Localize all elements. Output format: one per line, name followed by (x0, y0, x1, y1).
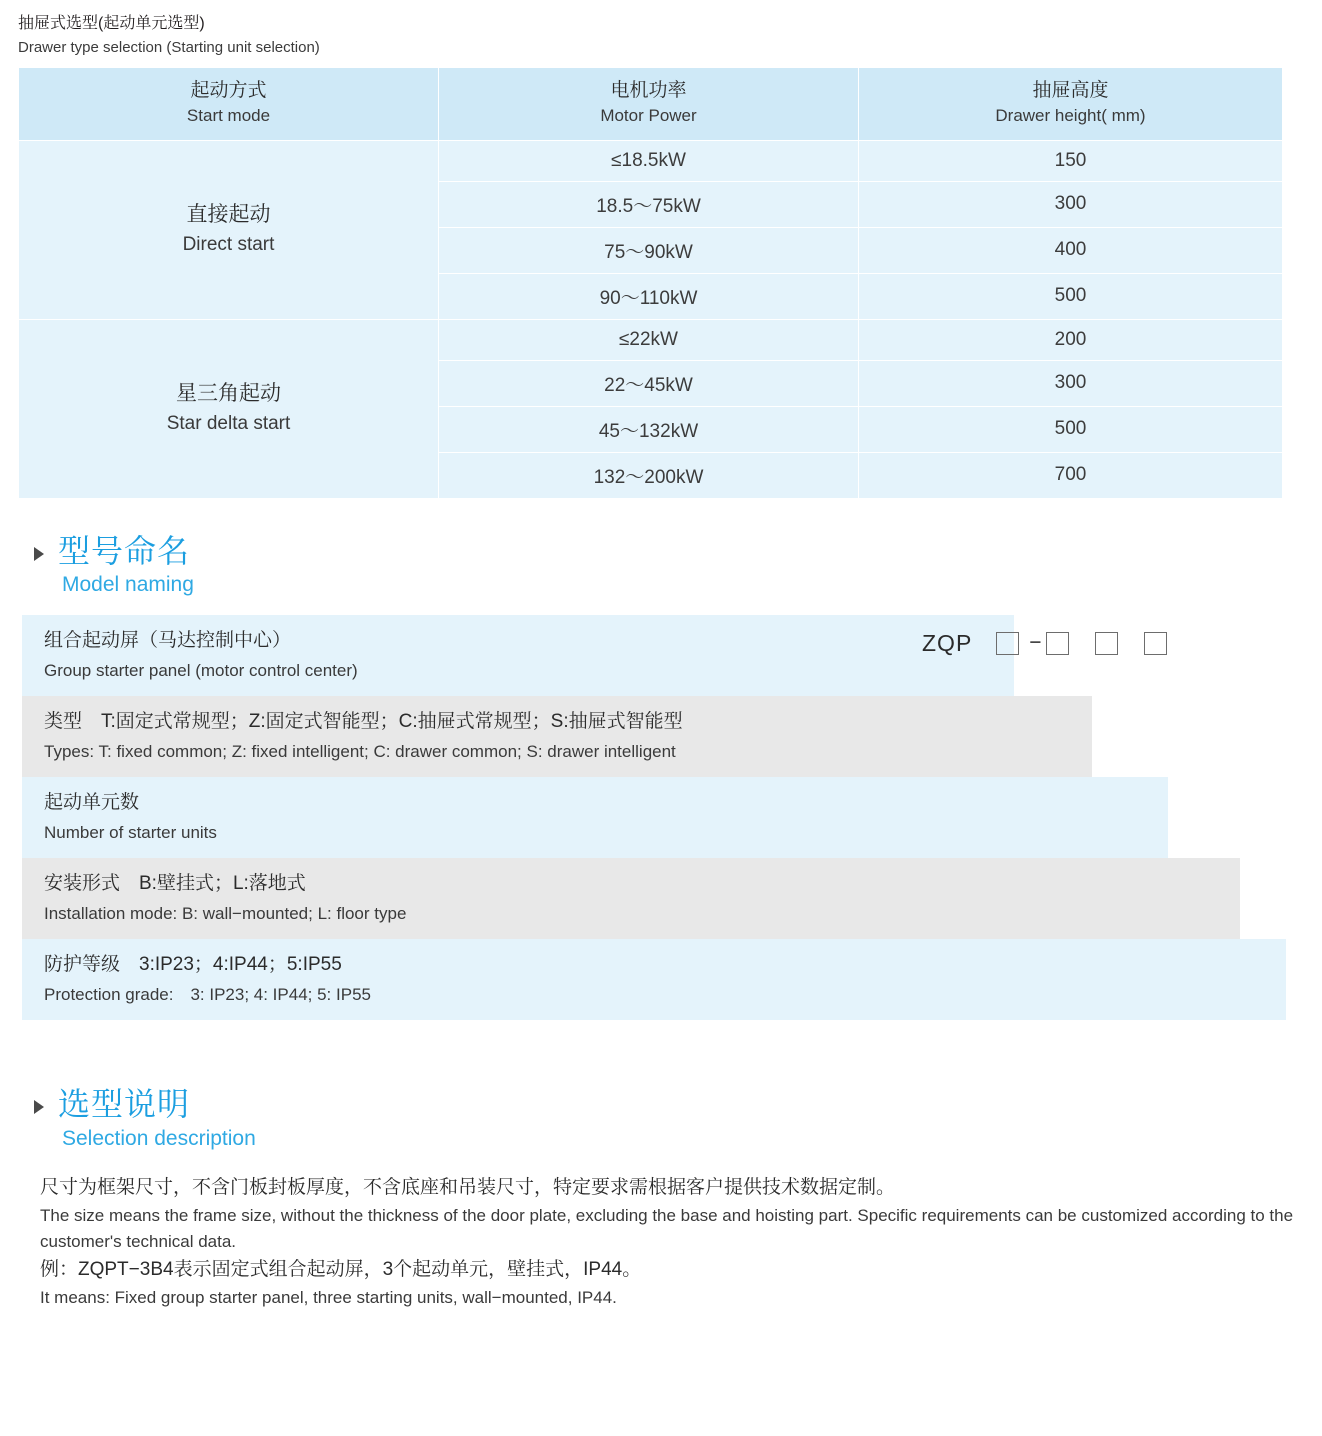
header-en: Drawer height( mm) (995, 105, 1146, 125)
mode-cn: 直接起动 (186, 203, 271, 227)
section-heading-en: Selection description (62, 1127, 256, 1151)
mode-en: Direct start (182, 234, 275, 256)
naming-row-en: Number of starter units (44, 822, 217, 842)
cell-motor-power: 18.5～75kW (439, 181, 859, 227)
model-code-box-type (996, 632, 1019, 655)
cell-motor-power: 90～110kW (439, 273, 859, 319)
triangle-right-icon (34, 547, 44, 561)
section-heading-selection-description (34, 1086, 1302, 1151)
naming-row-cn: 组合起动屏（马达控制中心） (44, 630, 292, 652)
header-cn: 抽屉高度 (1032, 79, 1109, 101)
table-caption-en: Drawer type selection (Starting unit selection) (18, 39, 320, 57)
table-header-drawer-height (859, 67, 1283, 140)
triangle-right-icon (34, 1100, 44, 1114)
model-code-box-units (1046, 632, 1069, 655)
model-code (922, 615, 1193, 671)
cell-drawer-height: 500 (859, 273, 1283, 319)
table-header-row (19, 67, 1283, 140)
cell-start-mode-star-delta (19, 319, 439, 498)
model-code-dash: − (1029, 631, 1042, 655)
naming-row-en: Protection grade: 3: IP23; 4: IP44; 5: IP55 (44, 984, 371, 1004)
model-code-box-protection (1144, 632, 1167, 655)
naming-row-installation (22, 858, 1240, 939)
naming-row-cn: 类型 T:固定式常规型；Z:固定式智能型；C:抽屉式常规型；S:抽屉式智能型 (44, 711, 683, 733)
drawer-selection-table (18, 67, 1283, 499)
naming-row-starter-units (22, 777, 1168, 858)
cell-motor-power: 22～45kW (439, 360, 859, 406)
section-heading-en: Model naming (62, 573, 194, 597)
table-row (19, 140, 1283, 181)
description-paragraph-cn: 尺寸为框架尺寸，不含门板封板厚度，不含底座和吊装尺寸，特定要求需根据客户提供技术数据定制。 (40, 1177, 896, 1199)
header-cn: 电机功率 (610, 79, 687, 101)
section-heading-model-naming (34, 533, 1302, 598)
model-naming-diagram (22, 615, 1286, 1020)
naming-row-en: Installation mode: B: wall−mounted; L: floor type (44, 903, 407, 923)
mode-en: Star delta start (166, 413, 291, 435)
header-en: Motor Power (600, 105, 697, 125)
description-example-en: It means: Fixed group starter panel, three starting units, wall−mounted, IP44. (40, 1287, 617, 1307)
description-example-cn: 例：ZQPT−3B4表示固定式组合起动屏，3个起动单元，壁挂式，IP44。 (40, 1259, 642, 1281)
cell-drawer-height: 150 (859, 140, 1283, 181)
cell-drawer-height: 300 (859, 181, 1283, 227)
header-en: Start mode (186, 105, 271, 125)
model-code-prefix: ZQP (922, 629, 973, 656)
naming-row-product (22, 615, 1014, 696)
cell-drawer-height: 300 (859, 360, 1283, 406)
table-caption-cn: 抽屉式选型(起动单元选型) (18, 15, 205, 32)
description-paragraph-en: The size means the frame size, without the thickness of the door plate, excluding the base and hoisting part. Specific requirements can be customized according to the customer's technical data. (40, 1205, 1294, 1251)
section-heading-cn: 型号命名 (58, 532, 191, 569)
naming-row-en: Group starter panel (motor control center) (44, 660, 358, 680)
cell-drawer-height: 700 (859, 452, 1283, 498)
cell-motor-power: 45～132kW (439, 406, 859, 452)
table-header-motor-power (439, 67, 859, 140)
cell-motor-power: 75～90kW (439, 227, 859, 273)
model-code-box-installation (1095, 632, 1118, 655)
cell-drawer-height: 400 (859, 227, 1283, 273)
cell-motor-power: 132～200kW (439, 452, 859, 498)
naming-row-protection (22, 939, 1286, 1020)
table-header-start-mode (19, 67, 439, 140)
naming-row-cn: 起动单元数 (44, 792, 140, 814)
cell-motor-power: ≤22kW (439, 319, 859, 360)
table-row (19, 319, 1283, 360)
table-caption (18, 12, 1302, 59)
naming-row-cn: 防护等级 3:IP23；4:IP44；5:IP55 (44, 954, 342, 976)
section-heading-cn: 选型说明 (58, 1086, 191, 1123)
cell-drawer-height: 200 (859, 319, 1283, 360)
header-cn: 起动方式 (190, 79, 267, 101)
selection-description-body (40, 1173, 1310, 1311)
naming-row-types (22, 696, 1092, 777)
cell-motor-power: ≤18.5kW (439, 140, 859, 181)
naming-row-en: Types: T: fixed common; Z: fixed intelligent; C: drawer common; S: drawer intelligent (44, 741, 676, 761)
mode-cn: 星三角起动 (176, 382, 281, 406)
naming-row-cn: 安装形式 B:壁挂式；L:落地式 (44, 873, 306, 895)
cell-drawer-height: 500 (859, 406, 1283, 452)
cell-start-mode-direct (19, 140, 439, 319)
